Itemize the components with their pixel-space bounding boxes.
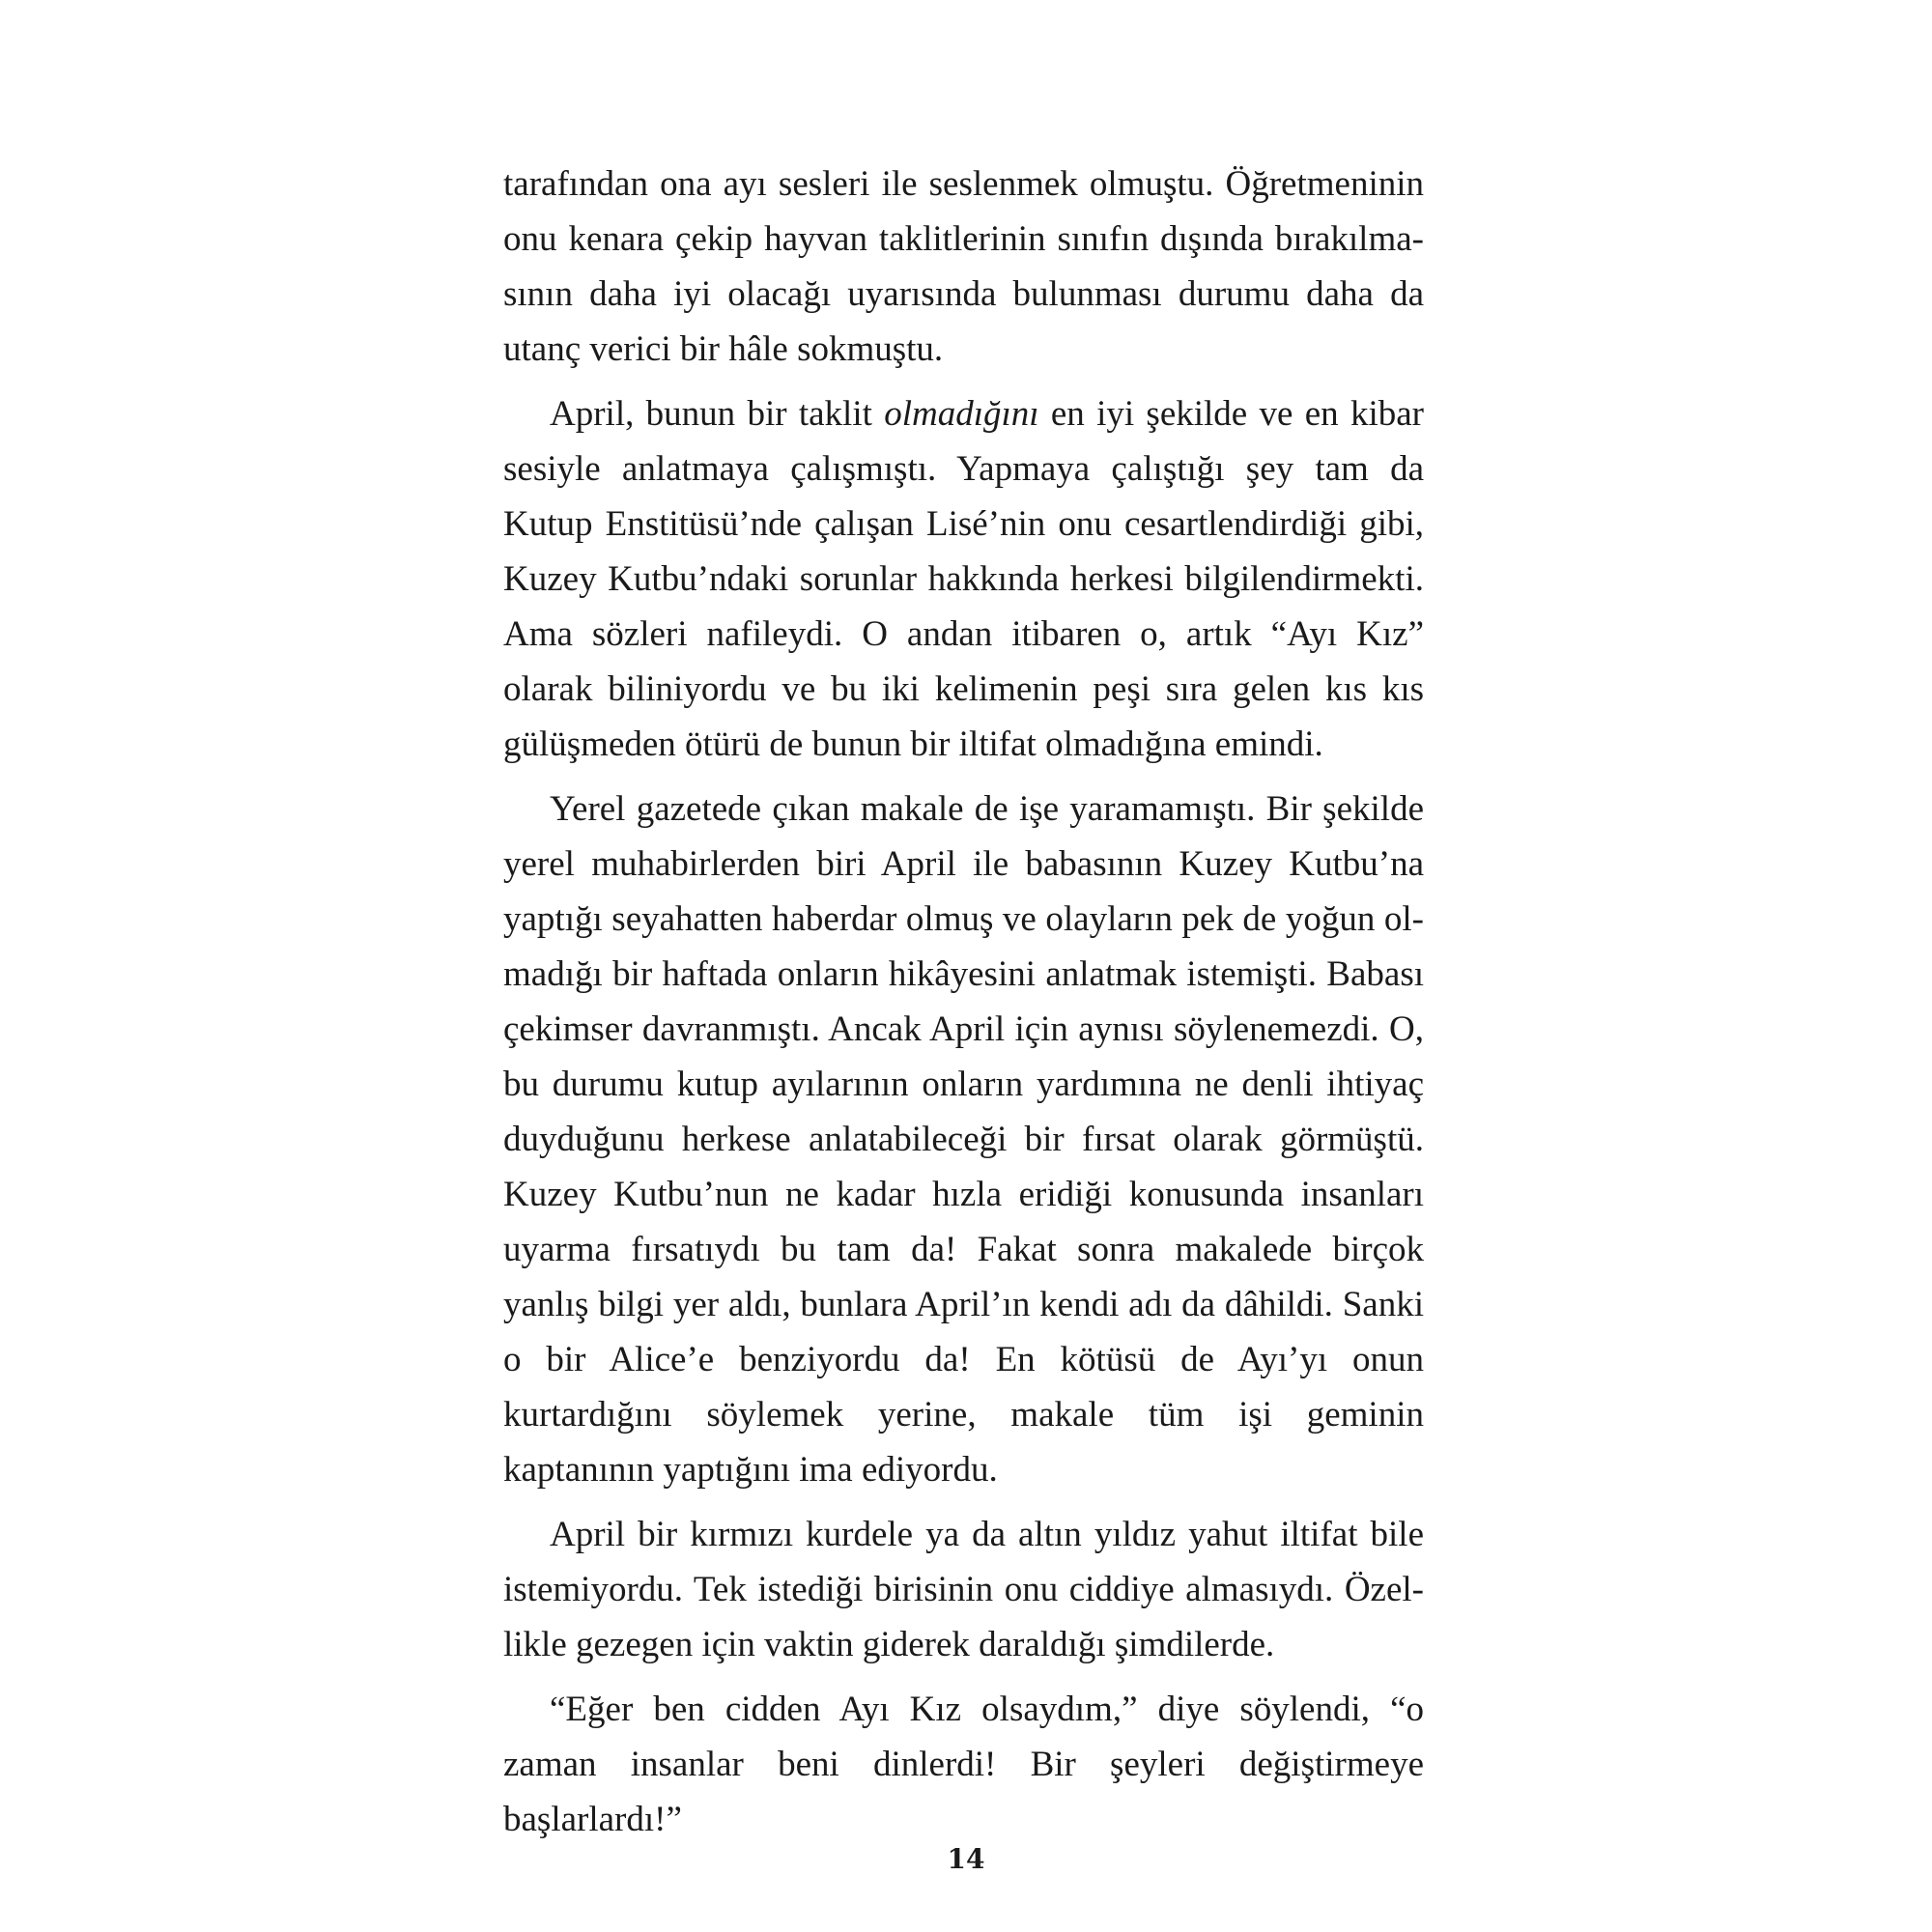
body-text xyxy=(503,156,1424,1857)
paragraph-1 xyxy=(503,156,1424,377)
paragraph-text: en iyi şekilde ve en kibar sesiyle anlatmaya çalışmıştı. Yapmaya çalıştığı şey tam da Kutup Enstitüsü’nde çalışan Lisé’nin onu cesartlendirdiği gibi, Kuzey Kutbu’ndaki sorunlar hakkında herkesi bilgilendirmekti. Ama sözleri nafileydi. O andan itibaren o, artık “Ayı Kız” olarak biliniyordu ve bu iki kelimenin peşi sıra gelen kıs kıs gülüşmeden ötürü de bunun bir iltifat olmadığına emindi. xyxy=(503,394,1425,764)
page-number: 14 xyxy=(947,1843,985,1875)
paragraph-text: tarafından ona ayı sesleri ile seslenmek olmuştu. Öğretmeninin onu kenara çekip hayvan taklitlerinin sınıfın dışında bırakılmasının daha iyi olacağı uyarısında bulunması durumu daha da utanç verici bir hâle sokmuştu. xyxy=(503,164,1424,369)
paragraph-4 xyxy=(503,1507,1424,1672)
paragraph-text: Yerel gazetede çıkan makale de işe yaramamıştı. Bir şekilde yerel muhabirlerden biri April ile babasının Kuzey Kutbu’na yaptığı seyahatten haberdar olmuş ve olayların pek de yoğun olmadığı bir haftada onların hikâyesini anlatmak istemişti. Babası çekimser davranmıştı. Ancak April için aynısı söylenemezdi. O, bu durumu kutup ayılarının onların yardımına ne denli ihtiyaç duyduğunu herkese anlatabileceği bir fırsat olarak görmüştü. Kuzey Kutbu’nun ne kadar hızla eridiği konusunda insanları uyarma fırsatıydı bu tam da! Fakat sonra makalede birçok yanlış bilgi yer aldı, bunlara April’ın kendi adı da dâhildi. Sanki o bir Alice’e benziyordu da! En kötüsü de Ayı’yı onun kurtardığını söylemek yerine, makale tüm işi geminin kaptanının yaptığını ima ediyordu. xyxy=(503,789,1424,1490)
paragraph-text: April, bunun bir taklit xyxy=(550,394,885,434)
paragraph-2 xyxy=(503,386,1424,772)
paragraph-5 xyxy=(503,1682,1424,1847)
paragraph-3 xyxy=(503,781,1424,1497)
italic-emphasis: olmadığını xyxy=(884,394,1039,434)
paragraph-text: “Eğer ben cidden Ayı Kız olsaydım,” diye söylendi, “o zaman insanlar beni dinlerdi! Bir şeyleri değiştirmeye başlarlardı!” xyxy=(503,1690,1424,1839)
paragraph-text: April bir kırmızı kurdele ya da altın yıldız yahut iltifat bile istemiyordu. Tek istediği birisinin onu ciddiye almasıydı. Özellikle gezegen için vaktin giderek daraldığı şimdilerde. xyxy=(503,1515,1424,1664)
